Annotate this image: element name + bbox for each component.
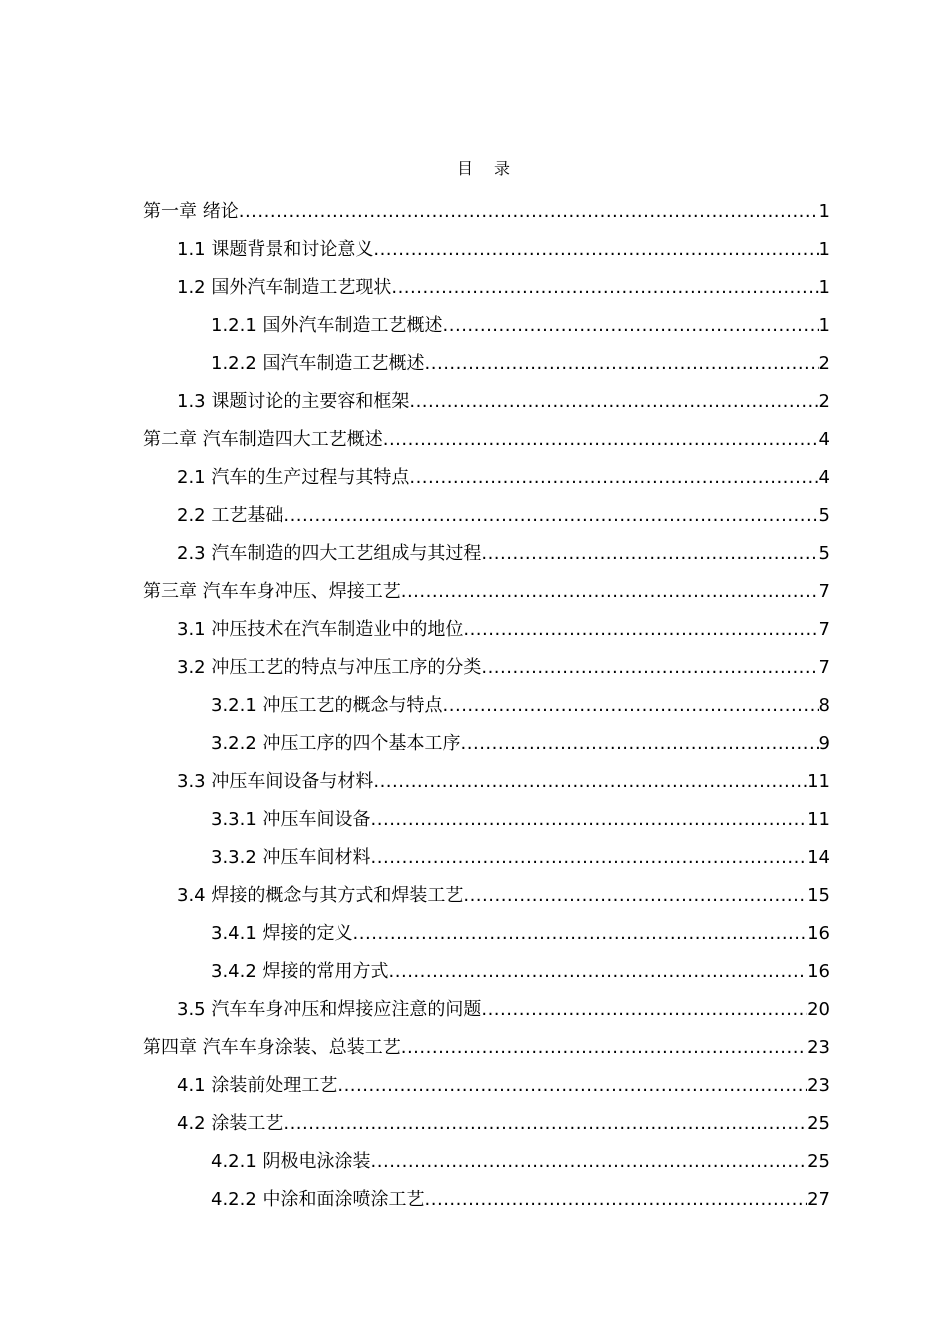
toc-page-number: 2 (818, 353, 830, 374)
toc-dot-leader (461, 730, 819, 758)
toc-entry-label: 1.2.1 国外汽车制造工艺概述 (211, 315, 443, 336)
toc-entry-label: 1.2 国外汽车制造工艺现状 (177, 277, 392, 298)
toc-entry[interactable] (143, 388, 830, 426)
toc-dot-leader (373, 768, 807, 796)
toc-entry[interactable] (143, 958, 830, 996)
toc-entry[interactable] (143, 426, 830, 464)
toc-entry-label: 第二章 汽车制造四大工艺概述 (143, 429, 383, 450)
toc-entry-label: 3.2.2 冲压工序的四个基本工序 (211, 733, 461, 754)
toc-page-number: 23 (807, 1075, 830, 1096)
toc-entry[interactable] (143, 1148, 830, 1186)
toc-page-number: 15 (807, 885, 830, 906)
toc-entry-label: 第一章 绪论 (143, 201, 239, 222)
toc-page-number: 20 (807, 999, 830, 1020)
toc-dot-leader (425, 1186, 808, 1214)
toc-dot-leader (463, 616, 818, 644)
toc-entry[interactable] (143, 274, 830, 312)
toc-entry-label: 2.2 工艺基础 (177, 505, 284, 526)
toc-entry-label: 4.2.2 中涂和面涂喷涂工艺 (211, 1189, 425, 1210)
toc-page-number: 25 (807, 1113, 830, 1134)
toc-entry[interactable] (143, 578, 830, 616)
toc-dot-leader (371, 1148, 808, 1176)
toc-entry-label: 3.2.1 冲压工艺的概念与特点 (211, 695, 443, 716)
toc-dot-leader (389, 958, 808, 986)
toc-entry-label: 第四章 汽车车身涂装、总装工艺 (143, 1037, 401, 1058)
toc-page-number: 5 (818, 543, 830, 564)
toc-entry[interactable] (143, 806, 830, 844)
toc-entry-label: 1.1 课题背景和讨论意义 (177, 239, 374, 260)
toc-page-number: 27 (807, 1189, 830, 1210)
toc-dot-leader (401, 578, 819, 606)
toc-dot-leader (443, 692, 819, 720)
toc-page-number: 16 (807, 961, 830, 982)
toc-page-number: 23 (807, 1037, 830, 1058)
toc-dot-leader (409, 464, 818, 492)
page-title: 目 录 (456, 159, 519, 178)
toc-entry-label: 3.4.2 焊接的常用方式 (211, 961, 389, 982)
toc-entry-label: 第三章 汽车车身冲压、焊接工艺 (143, 581, 401, 602)
toc-page-number: 9 (818, 733, 830, 754)
toc-entry-label: 2.3 汽车制造的四大工艺组成与其过程 (177, 543, 482, 564)
toc-entry-label: 3.3 冲压车间设备与材料 (177, 771, 374, 792)
toc-page-number: 1 (818, 201, 830, 222)
toc-entry[interactable] (143, 1186, 830, 1224)
toc-page-number: 5 (818, 505, 830, 526)
toc-entry[interactable] (143, 996, 830, 1034)
toc-entry[interactable] (143, 236, 830, 274)
toc-dot-leader (443, 312, 819, 340)
toc-entry-label: 1.2.2 国汽车制造工艺概述 (211, 353, 425, 374)
toc-entry-label: 1.3 课题讨论的主要容和框架 (177, 391, 410, 412)
toc-entry-label: 3.4.1 焊接的定义 (211, 923, 353, 944)
toc-entry[interactable] (143, 920, 830, 958)
table-of-contents (143, 198, 830, 1224)
toc-page-number: 1 (818, 239, 830, 260)
toc-dot-leader (425, 350, 819, 378)
toc-entry[interactable] (143, 692, 830, 730)
toc-page-number: 7 (818, 581, 830, 602)
toc-page-number: 4 (818, 467, 830, 488)
toc-page-number: 4 (818, 429, 830, 450)
toc-entry[interactable] (143, 1110, 830, 1148)
toc-dot-leader (371, 806, 808, 834)
toc-page-number: 25 (807, 1151, 830, 1172)
toc-dot-leader (409, 388, 818, 416)
toc-dot-leader (391, 274, 818, 302)
toc-entry[interactable] (143, 464, 830, 502)
toc-dot-leader (481, 540, 818, 568)
toc-dot-leader (353, 920, 808, 948)
toc-entry[interactable] (143, 350, 830, 388)
toc-page-number: 1 (818, 277, 830, 298)
toc-entry-label: 3.4 焊接的概念与其方式和焊装工艺 (177, 885, 464, 906)
toc-page-number: 14 (807, 847, 830, 868)
toc-entry[interactable] (143, 730, 830, 768)
toc-entry-label: 3.3.1 冲压车间设备 (211, 809, 371, 830)
toc-entry-label: 2.1 汽车的生产过程与其特点 (177, 467, 410, 488)
toc-entry[interactable] (143, 1034, 830, 1072)
toc-entry-label: 4.2.1 阴极电泳涂装 (211, 1151, 371, 1172)
toc-entry[interactable] (143, 1072, 830, 1110)
toc-entry-label: 4.1 涂装前处理工艺 (177, 1075, 338, 1096)
toc-dot-leader (283, 502, 818, 530)
toc-dot-leader (239, 198, 819, 226)
toc-dot-leader (481, 996, 807, 1024)
toc-entry[interactable] (143, 312, 830, 350)
toc-entry-label: 3.2 冲压工艺的特点与冲压工序的分类 (177, 657, 482, 678)
toc-entry-label: 3.1 冲压技术在汽车制造业中的地位 (177, 619, 464, 640)
toc-page-number: 8 (818, 695, 830, 716)
toc-page-number: 11 (807, 809, 830, 830)
toc-entry[interactable] (143, 502, 830, 540)
toc-dot-leader (383, 426, 819, 454)
toc-entry-label: 3.5 汽车车身冲压和焊接应注意的问题 (177, 999, 482, 1020)
toc-dot-leader (373, 236, 818, 264)
toc-page-number: 1 (818, 315, 830, 336)
toc-dot-leader (463, 882, 807, 910)
toc-entry[interactable] (143, 198, 830, 236)
toc-page-number: 7 (818, 619, 830, 640)
toc-entry[interactable] (143, 540, 830, 578)
toc-page-number: 16 (807, 923, 830, 944)
toc-entry-label: 4.2 涂装工艺 (177, 1113, 284, 1134)
toc-dot-leader (401, 1034, 807, 1062)
toc-dot-leader (337, 1072, 807, 1100)
toc-entry[interactable] (143, 616, 830, 654)
toc-dot-leader (371, 844, 808, 872)
toc-entry-label: 3.3.2 冲压车间材料 (211, 847, 371, 868)
toc-entry[interactable] (143, 768, 830, 806)
toc-entry[interactable] (143, 654, 830, 692)
toc-dot-leader (283, 1110, 807, 1138)
toc-dot-leader (481, 654, 818, 682)
toc-page-number: 7 (818, 657, 830, 678)
toc-entry[interactable] (143, 844, 830, 882)
toc-entry[interactable] (143, 882, 830, 920)
toc-page-number: 11 (807, 771, 830, 792)
toc-page-number: 2 (818, 391, 830, 412)
